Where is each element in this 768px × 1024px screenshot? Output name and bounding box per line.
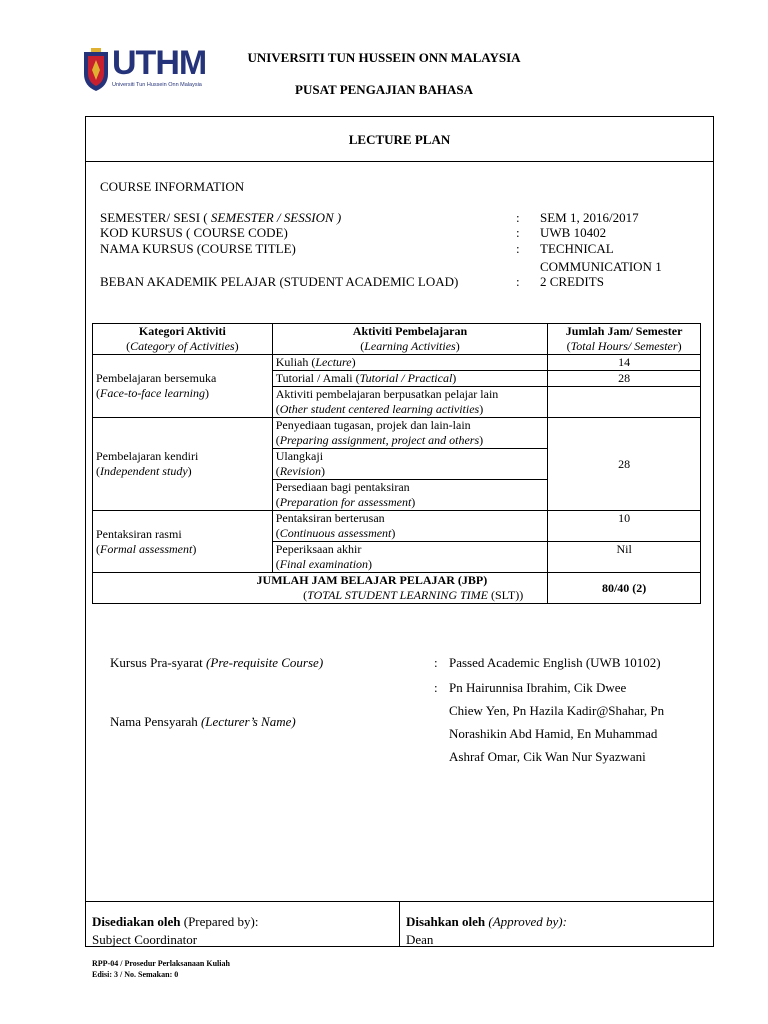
course-title-value-2: COMMUNICATION 1 [540,259,662,274]
activity-continuous: Pentaksiran berterusan (Continuous assessment) [272,511,548,542]
activity-revision: Ulangkaji (Revision) [272,449,548,480]
activity-lecture: Kuliah (Lecture) [272,355,548,371]
header-hours: Jumlah Jam/ Semester (Total Hours/ Semester) [548,324,701,355]
approved-by-role: Dean [406,932,434,947]
logo-wordmark: UTHM [112,44,207,82]
footer-edition: Edisi: 3 / No. Semakan: 0 [92,970,179,979]
prereq-value: Passed Academic English (UWB 10102) [449,655,661,670]
hours-tutorial: 28 [548,371,701,387]
activity-student-centered: Aktiviti pembelajaran berpusatkan pelajar lain (Other student centered learning activities) [272,387,548,418]
header-category: Kategori Aktiviti (Category of Activities) [93,324,273,355]
lecturer-line-3: Norashikin Abd Hamid, En Muhammad [449,726,658,741]
category-formal-assessment: Pentaksiran rasmi (Formal assessment) [93,511,273,573]
semester-label: SEMESTER/ SESI ( SEMESTER / SESSION ) [100,210,342,225]
prepared-by-role: Subject Coordinator [92,932,198,947]
course-info-heading: COURSE INFORMATION [100,179,245,194]
course-title-label: NAMA KURSUS (COURSE TITLE) [100,241,296,256]
lecturer-colon: : [434,680,438,695]
header-activities: Aktiviti Pembelajaran (Learning Activities) [272,324,548,355]
academic-load-value: 2 CREDITS [540,274,604,289]
lecturer-label: Nama Pensyarah (Lecturer’s Name) [110,714,296,729]
table-row [93,511,701,542]
centre-name: PUSAT PENGAJIAN BAHASA [295,82,473,97]
course-code-value: UWB 10402 [540,225,607,240]
category-independent: Pembelajaran kendiri (Independent study) [93,418,273,511]
semester-value: SEM 1, 2016/2017 [540,210,639,225]
academic-load-label: BEBAN AKADEMIK PELAJAR (STUDENT ACADEMIC LOAD) [100,274,459,289]
hours-final-exam: Nil [548,542,701,573]
total-label: JUMLAH JAM BELAJAR PELAJAR (JBP) (TOTAL STUDENT LEARNING TIME (SLT)) [93,573,548,604]
activity-tutorial: Tutorial / Amali (Tutorial / Practical) [272,371,548,387]
total-value: 80/40 (2) [548,573,701,604]
learning-activities-table [92,323,701,604]
approved-by-label: Disahkan oleh (Approved by): [406,914,567,929]
course-title-value: TECHNICAL [540,241,614,256]
semester-colon: : [516,210,520,225]
table-total-row [93,573,701,604]
activity-assignment: Penyediaan tugasan, projek dan lain-lain (Preparing assignment, project and others) [272,418,548,449]
university-name: UNIVERSITI TUN HUSSEIN ONN MALAYSIA [247,50,521,65]
prepared-by-label: Disediakan oleh (Prepared by): [92,914,259,929]
hours-continuous: 10 [548,511,701,542]
page-title: LECTURE PLAN [348,132,451,147]
lecturer-line-4: Ashraf Omar, Cik Wan Nur Syazwani [449,749,646,764]
course-title-colon: : [516,241,520,256]
table-row [93,355,701,371]
table-header-row [93,324,701,355]
logo-subtitle: Universiti Tun Hussein Onn Malaysia [112,82,202,88]
hours-lecture: 14 [548,355,701,371]
signoff-column-divider [399,901,400,947]
lecturer-line-1: Pn Hairunnisa Ibrahim, Cik Dwee [449,680,627,695]
course-code-colon: : [516,225,520,240]
lecturer-line-2: Chiew Yen, Pn Hazila Kadir@Shahar, Pn [449,703,665,718]
prereq-label: Kursus Pra-syarat (Pre-requisite Course) [110,655,324,670]
course-code-label: KOD KURSUS ( COURSE CODE) [100,225,288,240]
title-divider [85,161,714,162]
prereq-colon: : [434,655,438,670]
activity-preparation: Persediaan bagi pentaksiran (Preparation for assessment) [272,480,548,511]
hours-independent: 28 [548,418,701,511]
category-face-to-face: Pembelajaran bersemuka (Face-to-face learning) [93,355,273,418]
footer-procedure: RPP-04 / Prosedur Perlaksanaan Kuliah [92,959,230,968]
activity-final-exam: Peperiksaan akhir (Final examination) [272,542,548,573]
table-row [93,418,701,449]
hours-student-centered [548,387,701,418]
academic-load-colon: : [516,274,520,289]
